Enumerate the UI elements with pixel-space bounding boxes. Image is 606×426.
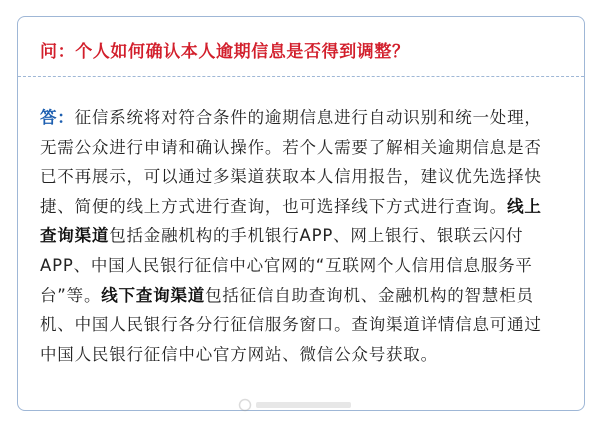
info-card [17, 16, 585, 411]
answer-line-9: 中国人民银行征信中心官方网站、微信公众号获取。 [40, 344, 438, 364]
answer-label: 答： [40, 108, 75, 127]
answer-line-7: 台”等。线下查询渠道包括征信自助查询机、金融机构的智慧柜员 [40, 285, 534, 305]
answer-line-3: 已不再展示，可以通过多渠道获取本人信用报告，建议优先选择快 [40, 167, 542, 187]
answer-line-1: 答：征信系统将对符合条件的逾期信息进行自动识别和统一处理， [40, 108, 542, 127]
dashed-divider [18, 76, 584, 77]
answer-body [40, 103, 568, 369]
online-channel-keyword: 查询渠道 [40, 226, 110, 246]
answer-line-8: 机、中国人民银行各分行征信服务窗口。查询渠道详情信息可通过 [40, 315, 542, 335]
question-heading: 问：个人如何确认本人逾期信息是否得到调整？ [40, 42, 410, 62]
answer-line-5: 查询渠道包括金融机构的手机银行APP、网上银行、银联云闪付 [40, 226, 524, 246]
answer-line-4: 捷、简便的线上方式进行查询，也可选择线下方式进行查询。线上 [40, 196, 542, 216]
offline-channel-keyword: 线下查询渠道 [101, 285, 206, 305]
answer-line-6: APP、中国人民银行征信中心官网的“互联网个人信用信息服务平 [40, 255, 533, 275]
watermark-graphic [238, 398, 358, 412]
online-keyword: 线上 [507, 196, 542, 216]
answer-line-2: 无需公众进行申请和确认操作。若个人需要了解相关逾期信息是否 [40, 137, 542, 157]
